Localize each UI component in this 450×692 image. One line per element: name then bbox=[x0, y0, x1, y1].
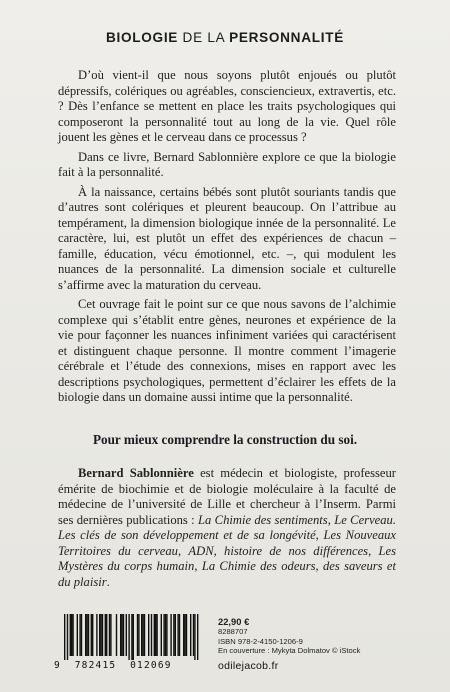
title-word-de-la: DE LA bbox=[178, 30, 230, 45]
barcode-bar bbox=[148, 614, 149, 656]
barcode-bar bbox=[154, 614, 155, 656]
barcode-bar bbox=[96, 614, 97, 656]
author-name: Bernard Sablonnière bbox=[78, 466, 194, 480]
book-title: La Chimie des odeurs, des saveurs et du plaisir bbox=[58, 559, 396, 589]
separator: , bbox=[368, 543, 379, 558]
barcode-bar bbox=[175, 614, 176, 656]
cover-credit: En couverture : Mykyta Dolmatov © iStock bbox=[218, 646, 361, 656]
isbn: ISBN 978-2-4150-1206-9 bbox=[218, 636, 303, 646]
barcode-bar bbox=[99, 614, 100, 656]
barcode-bar bbox=[138, 614, 139, 656]
summary-paragraph-3: À la naissance, certains bébés sont plutôt souriants tandis que d’autres sont colériques et pleurent beaucoup. On l’attribue au tempérament, la dimension biologique innée de la personnalité. Le caractère, lui, est plutôt un effet des expériences de chacun – famille, éducation, vécu émotionnel, etc. –, qui modulent les nuances de la personnalité. La dimension sociale et culturelle s’affirme avec la maturation du cerveau. bbox=[58, 184, 396, 292]
separator: , bbox=[315, 528, 324, 542]
book-title: Les Mystères du corps humain bbox=[58, 543, 397, 573]
barcode-bar bbox=[183, 614, 184, 656]
title-word-personnalite: PERSONNALITÉ bbox=[229, 30, 344, 45]
barcode-bar bbox=[131, 614, 132, 660]
barcode-bar bbox=[123, 614, 124, 656]
barcode-bar bbox=[71, 614, 72, 656]
separator: , bbox=[177, 543, 189, 558]
barcode-bar bbox=[81, 614, 82, 656]
ean-group-1: 782415 bbox=[74, 660, 117, 671]
barcode-bar bbox=[106, 614, 107, 656]
summary-paragraph-2: Dans ce livre, Bernard Sablonnière explore ce que la biologie fait à la personnalité. bbox=[58, 149, 396, 179]
barcode-bar bbox=[184, 614, 185, 656]
barcode-bar bbox=[70, 614, 71, 656]
barcode-bar bbox=[193, 614, 194, 656]
barcode-bar bbox=[109, 614, 110, 656]
barcode-bar bbox=[177, 614, 178, 656]
barcode-bar bbox=[120, 614, 121, 656]
barcode-bar bbox=[151, 614, 152, 656]
barcode-bar bbox=[142, 614, 143, 656]
barcode-bar bbox=[144, 614, 145, 656]
barcode-bar bbox=[121, 614, 122, 656]
page-title bbox=[0, 30, 450, 45]
author-bio-text: est médecin et biologiste, professeur émérite de biochimie et de biologie moléculaire à la faculté de médecine de l’université de Lille et chercheur à l’Inserm. Parmi ses dernières publications : bbox=[58, 466, 396, 527]
barcode-bar bbox=[155, 614, 156, 656]
price: 22,90 € bbox=[218, 616, 250, 627]
barcode-bar bbox=[91, 614, 92, 656]
barcode-bar bbox=[116, 614, 117, 656]
barcode-bar bbox=[163, 614, 164, 656]
barcode-bar bbox=[190, 614, 191, 656]
barcode-bar bbox=[141, 614, 142, 656]
barcode-bar bbox=[126, 614, 127, 656]
barcode-bar bbox=[105, 614, 106, 656]
barcode-bar bbox=[77, 614, 78, 656]
book-title: ADN, histoire de nos différences bbox=[188, 543, 369, 558]
summary-paragraph-1: D’où vient-il que nous soyons plutôt enjoués ou plutôt dépressifs, colériques ou agréables, consciencieux, extravertis, etc. ? Dès l’enfance se mettent en place les traits psychologiques qui composeront la personnalité tout au long de la vie. Quel rôle jouent les gènes et le cerveau dans ce processus ? bbox=[58, 68, 396, 144]
barcode-bar bbox=[170, 614, 171, 656]
title-word-biologie: BIOLOGIE bbox=[106, 30, 179, 45]
barcode-bar bbox=[110, 614, 111, 656]
barcode-bar bbox=[173, 614, 174, 656]
barcode-bar bbox=[79, 614, 80, 656]
book-title: La Chimie des sentiments bbox=[198, 512, 328, 527]
barcode-bar bbox=[186, 614, 187, 656]
separator: , bbox=[194, 559, 202, 573]
barcode-bar bbox=[194, 614, 195, 660]
barcode-bar bbox=[72, 614, 73, 656]
barcode-bar bbox=[133, 614, 134, 660]
barcode-bar bbox=[161, 614, 162, 656]
barcode-bar bbox=[67, 614, 68, 660]
barcode-digits bbox=[54, 660, 204, 671]
separator: . bbox=[106, 574, 110, 589]
barcode-bar bbox=[197, 614, 198, 660]
barcode-bar bbox=[100, 614, 101, 656]
author-bio bbox=[58, 466, 396, 590]
barcode-bar bbox=[165, 614, 166, 656]
book-title: Le Cerveau. Les clés de son développement et de sa longévité bbox=[58, 512, 396, 542]
barcode-bar bbox=[86, 614, 87, 656]
barcode-bar bbox=[179, 614, 180, 656]
barcode-bar bbox=[64, 614, 65, 660]
barcode-bar bbox=[166, 614, 167, 656]
summary-paragraph-4: Cet ouvrage fait le point sur ce que nous savons de l’alchimie complexe qui s’établit entre gènes, neurones et expérience de la vie pour façonner les nuances infiniment variées qui caractérisent et distinguent chaque personne. Il montre comment l’imagerie cérébrale et l’étude des connexions, mises en rapport avec les descriptions psychologiques, permettent d’éclairer les effets de la biologie dans un domaine aussi intime que la personnalité. bbox=[58, 297, 396, 404]
barcode-bar bbox=[137, 614, 138, 656]
barcode-bar bbox=[92, 614, 93, 656]
barcode-bar bbox=[102, 614, 103, 656]
book-title: Les Nouveaux Territoires du cerveau bbox=[58, 528, 397, 558]
price-info bbox=[218, 616, 360, 656]
barcode-bar bbox=[88, 614, 89, 656]
barcode-bars bbox=[54, 614, 204, 660]
ean-group-2: 012069 bbox=[130, 660, 172, 671]
ean-first-digit: 9 bbox=[54, 660, 61, 671]
product-code: 8288707 bbox=[218, 627, 248, 636]
publisher-website: odilejacob.fr bbox=[218, 660, 279, 672]
barcode-bar bbox=[156, 614, 157, 656]
summary-text bbox=[58, 68, 396, 410]
barcode-bar bbox=[128, 614, 129, 660]
tagline: Pour mieux comprendre la construction du soi. bbox=[92, 432, 358, 447]
separator: , bbox=[327, 512, 335, 527]
barcode-bar bbox=[85, 614, 86, 656]
